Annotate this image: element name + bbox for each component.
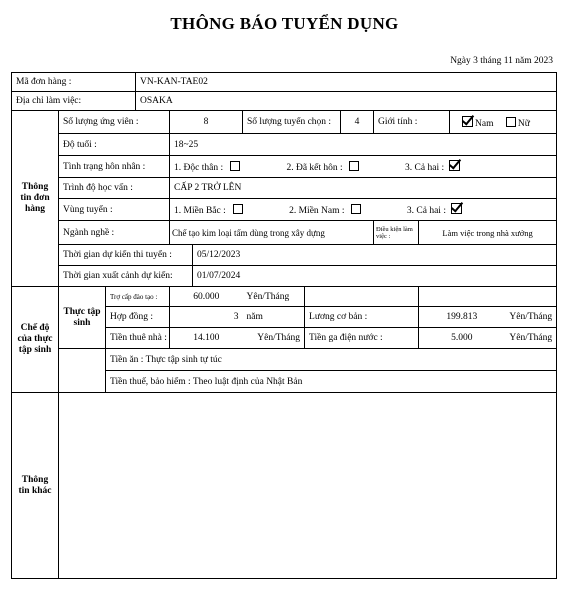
empty-checkbox-icon bbox=[349, 161, 359, 171]
gender-male-option[interactable] bbox=[462, 119, 493, 129]
allowance-value: 60.000 bbox=[170, 287, 243, 307]
education-value: CẤP 2 TRỞ LÊN bbox=[170, 178, 557, 199]
salary-label: Lương cơ bản : bbox=[305, 307, 419, 328]
allowance-unit: Yên/Tháng bbox=[243, 287, 305, 307]
region-both-label: 3. Cả hai : bbox=[406, 206, 446, 216]
condition-label: Điều kiện làm việc : bbox=[374, 221, 419, 245]
salary-value: 199.813 bbox=[419, 307, 505, 328]
recruitment-form bbox=[11, 72, 557, 579]
condition-value: Làm việc trong nhà xưởng bbox=[419, 221, 557, 245]
document-date: Ngày 3 tháng 11 năm 2023 bbox=[450, 56, 553, 66]
benefits-section-label: Chế độ của thực tập sinh bbox=[12, 287, 59, 393]
empty-checkbox-icon bbox=[506, 117, 516, 127]
allowance-blank bbox=[305, 287, 419, 307]
empty-checkbox-icon bbox=[233, 204, 243, 214]
candidates-label: Số lượng ứng viên : bbox=[59, 111, 170, 134]
checked-checkbox-icon bbox=[451, 203, 462, 214]
tax-note: Tiền thuế, bảo hiểm : Theo luật định của Nhật Bản bbox=[106, 371, 557, 393]
exam-date-value: 05/12/2023 bbox=[193, 245, 557, 266]
marital-single-option[interactable] bbox=[174, 163, 240, 173]
selected-label: Số lượng tuyển chọn : bbox=[243, 111, 341, 134]
region-south-label: 2. Miền Nam : bbox=[289, 206, 345, 216]
exam-date-label: Thời gian dự kiến thi tuyển : bbox=[59, 245, 193, 266]
contract-value: 3 bbox=[170, 307, 243, 328]
work-address-value: OSAKA bbox=[136, 92, 557, 111]
utilities-value: 5.000 bbox=[419, 328, 505, 349]
region-options bbox=[170, 199, 557, 221]
marital-label: Tình trạng hôn nhân : bbox=[59, 156, 170, 178]
job-label: Ngành nghề : bbox=[59, 221, 170, 245]
gender-options bbox=[450, 111, 557, 134]
job-value: Chế tạo kim loại tấm dùng trong xây dựng bbox=[170, 221, 374, 245]
work-address-label: Địa chỉ làm việc: bbox=[12, 92, 136, 111]
region-south-option[interactable] bbox=[289, 206, 360, 216]
empty-checkbox-icon bbox=[351, 204, 361, 214]
trainee-label: Thực tập sinh bbox=[59, 287, 106, 349]
utilities-unit: Yên/Tháng bbox=[505, 328, 557, 349]
checked-checkbox-icon bbox=[462, 116, 473, 127]
region-north-option[interactable] bbox=[174, 206, 243, 216]
contract-label: Hợp đồng : bbox=[106, 307, 170, 328]
page-title: THÔNG BÁO TUYỂN DỤNG bbox=[170, 14, 399, 33]
gender-female-option[interactable] bbox=[506, 119, 530, 129]
selected-value: 4 bbox=[341, 111, 374, 134]
age-value: 18~25 bbox=[170, 134, 557, 156]
allowance-blank-2 bbox=[419, 287, 557, 307]
trainee-spacer bbox=[59, 349, 106, 371]
contract-unit: năm bbox=[243, 307, 305, 328]
region-both-option[interactable] bbox=[407, 206, 464, 216]
marital-both-option[interactable] bbox=[405, 163, 462, 173]
marital-options bbox=[170, 156, 557, 178]
marital-married-label: 2. Đã kết hôn : bbox=[286, 163, 343, 173]
gender-male-label: Nam bbox=[475, 118, 494, 129]
trainee-spacer-2 bbox=[59, 371, 106, 393]
order-code-label: Mã đơn hàng : bbox=[12, 73, 136, 92]
rent-unit: Yên/Tháng bbox=[243, 328, 305, 349]
checked-checkbox-icon bbox=[449, 160, 460, 171]
marital-both-label: 3. Cả hai : bbox=[405, 163, 445, 173]
empty-checkbox-icon bbox=[230, 161, 240, 171]
meals-note: Tiền ăn : Thực tập sinh tự túc bbox=[106, 349, 557, 371]
utilities-label: Tiền ga điện nước : bbox=[305, 328, 419, 349]
order-code-value: VN-KAN-TAE02 bbox=[136, 73, 557, 92]
marital-married-option[interactable] bbox=[286, 163, 358, 173]
rent-value: 14.100 bbox=[170, 328, 243, 349]
other-info-section-label: Thông tin khác bbox=[12, 393, 59, 579]
departure-date-value: 01/07/2024 bbox=[193, 266, 557, 287]
region-label: Vùng tuyển : bbox=[59, 199, 170, 221]
rent-label: Tiền thuê nhà : bbox=[106, 328, 170, 349]
region-north-label: 1. Miền Bắc : bbox=[174, 206, 226, 216]
order-info-section-label: Thông tin đơn hàng bbox=[12, 111, 59, 287]
allowance-label: Trợ cấp đào tạo : bbox=[106, 287, 170, 307]
education-label: Trình độ học vấn : bbox=[59, 178, 170, 199]
departure-date-label: Thời gian xuất cảnh dự kiến: bbox=[59, 266, 193, 287]
age-label: Độ tuổi : bbox=[59, 134, 170, 156]
candidates-value: 8 bbox=[170, 111, 243, 134]
gender-female-label: Nữ bbox=[517, 118, 530, 129]
other-info-content[interactable] bbox=[59, 393, 557, 579]
gender-label: Giới tính : bbox=[374, 111, 450, 134]
marital-single-label: 1. Độc thân : bbox=[174, 163, 224, 173]
salary-unit: Yên/Tháng bbox=[505, 307, 557, 328]
